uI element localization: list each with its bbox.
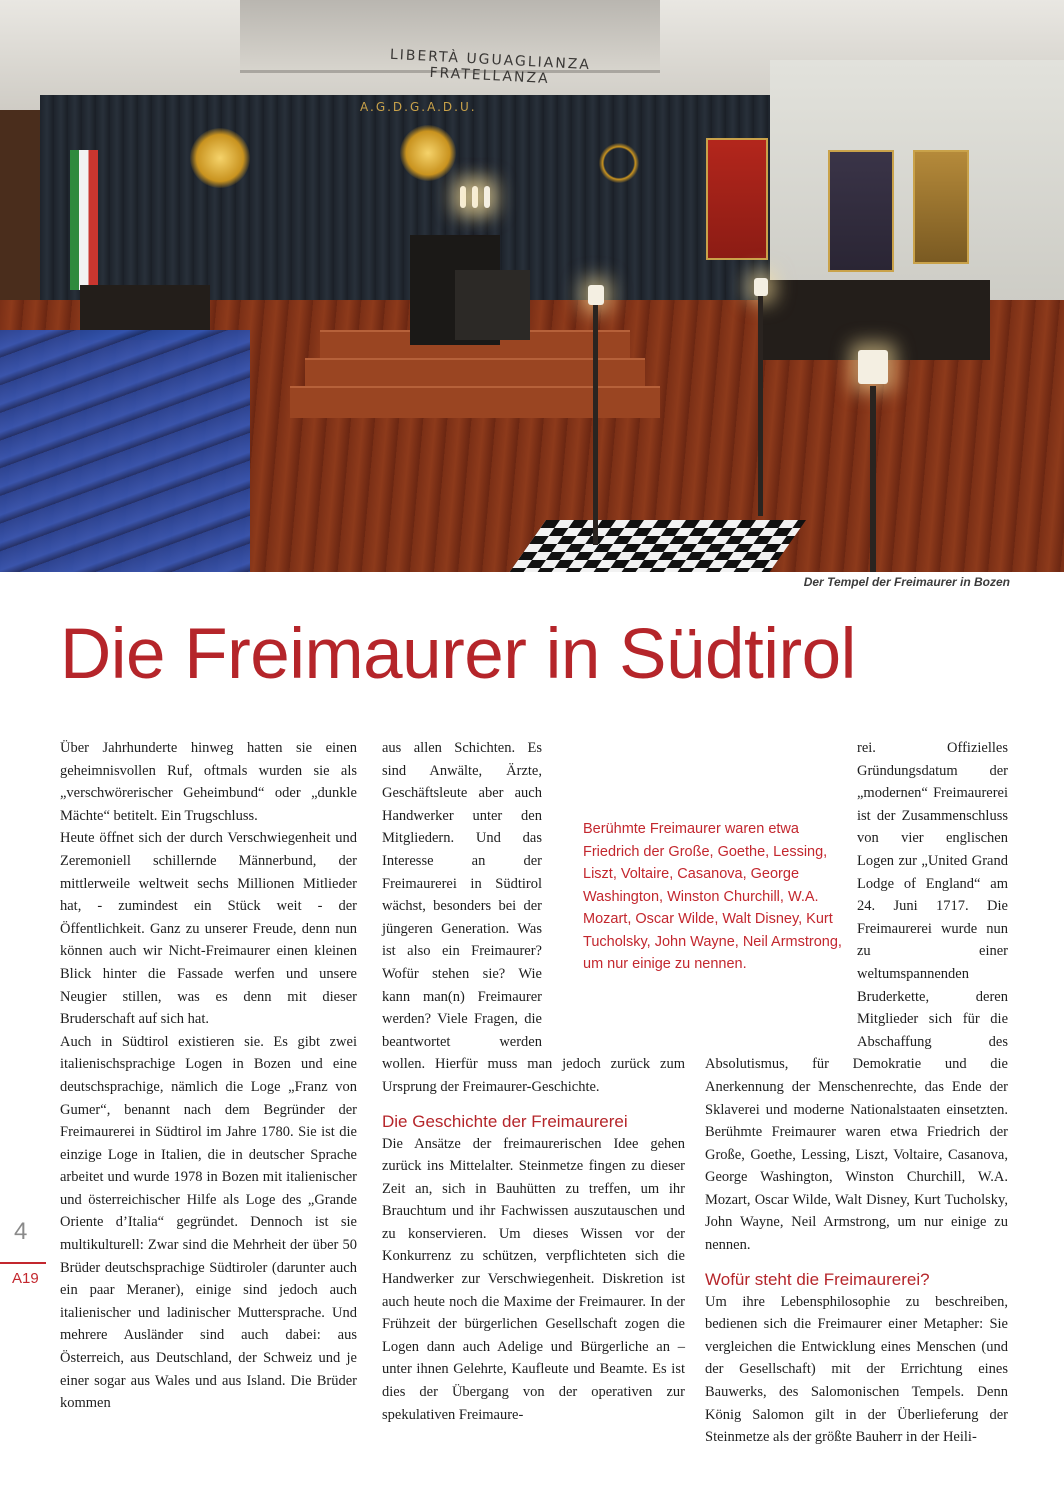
temple-photo (0, 0, 1064, 572)
candle-stand (870, 386, 876, 572)
motto-inscription: LIBERTÀ UGUAGLIANZA FRATELLANZA (389, 46, 592, 88)
pull-quote: Berühmte Freimaurer waren etwa Friedrich der Große, Goethe, Lessing, Liszt, Voltaire, Casanova, George Washington, Winston Churchill, W.A. Mozart, Oscar Wilde, Walt Disney, Kurt Tucholsky, John Wayne, Neil Armstrong, um nur einige zu nennen. (583, 821, 842, 972)
paragraph: Über Jahrhunderte hinweg hatten sie einen geheimnisvollen Ruf, oftmals wurden sie als „verschwörerischer Geheimbund“ oder „dunkle Mächte“ betitelt. Ein Trugschluss. (60, 740, 357, 824)
checkered-floor (504, 520, 806, 572)
wall-inscription: A.G.D.G.A.D.U. (360, 100, 477, 114)
lodge-banner (828, 150, 894, 272)
section-heading-meaning: Wofür steht die Freimaurerei? (705, 1269, 930, 1289)
paragraph: Heute öffnet sich der durch Verschwiegenheit und Zeremoniell schillernde Männerbund, der mittlerweile weltweit sechs Millionen Mitlieder hat, - zumindest ein Stück weit - der Öffentlichkeit. Ganz zu unserer Freude, denn nun können auch wir Nicht-Freimaurer einen kleinen Blick hinter die Fassade werfen und unsere Neugier stillen, was es denn mit dieser Bruderschaft auf sich hat. (60, 830, 357, 1028)
lodge-banner (913, 150, 969, 264)
moon-emblem (596, 140, 642, 186)
candle (588, 285, 604, 305)
candle (484, 186, 490, 208)
paragraph-text: aus allen Schichten. Es sind Anwälte, Ärzte, Geschäftsleute aber auch Handwerker unter den Mitgliedern. Und das Interesse an der Freimaurerei in Südtirol wächst, besonders bei der jüngeren Generation. Was ist also ein Freimaurer? Wofür stehen sie? Wie kann man(n) Freimaurer werden? Viele Fragen, die beantwortet werden wollen. Hierfür muss man jedoch zurück zum Ursprung der Freimaurer-Geschichte. (382, 740, 685, 1095)
candle (754, 278, 768, 296)
folio-divider (0, 1262, 46, 1264)
magazine-mark: A19 (12, 1270, 39, 1287)
section-heading-history: Die Geschichte der Freimaurerei (382, 1111, 628, 1131)
paragraph: Die Ansätze der freimaurerischen Idee gehen zurück ins Mittelalter. Steinmetze fingen zu dieser Zeit an, sich in Bauhütten zu treffen, um ihr Brauchtum und ihr Fachwissen auszutauschen und zu konservieren. Um dieses Wissen vor der Konkurrenz zu schützen, verpflichteten sich die Handwerker zur Verschwiegenheit. Diskretion ist auch heute noch die Maxime der Freimaurer. In der Frühzeit der bürgerlichen Gesellschaft zogen die Logen dann auch Adelige und Bürgerliche an – unter ihnen Gelehrte, Kaufleute und Beamte. Es ist dies der Übergang von der operativen zur spekulativen Freimaure- (382, 1135, 685, 1423)
altar (455, 270, 530, 340)
page-number: 4 (14, 1218, 28, 1245)
candle (460, 186, 466, 208)
candle (858, 350, 888, 384)
paragraph: Auch in Südtirol existieren sie. Es gibt zwei italienischsprachige Logen in Bozen und eine deutschsprachige, nämlich die Loge „Franz von Gumer“, benannt nach dem Begründer der Freimaurerei in Südtirol im Jahre 1780. Sie ist die einzige Loge in Italien, die in deutscher Sprache arbeitet und wurde 1978 in Bozen mit italienischer und österreichischer Hilfe als Loge des „Grande Oriente d’Italia“ gegründet. Dennoch ist sie multikulturell: Zwar sind die Mehrheit der über 50 Brüder deutschsprachige Südtiroler (darunter auch ein paar Meraner), einige sind jedoch auch italienischer und ladinischer Muttersprache. Und mehrere Ausländer sind auch dabei: aus Österreich, aus Deutschland, der Schweiz und je einer sogar aus Wales und aus Island. Die Brüder kommen (60, 1033, 357, 1412)
warden-desk (760, 280, 990, 360)
paragraph: Um ihre Lebensphilosophie zu beschreiben, bedienen sich die Freimaurer einer Metapher: Sie vergleichen die Entwicklung eines Menschen (und der Gesellschaft) mit der Errichtung eines Bauwerks, des Salomonischen Tempels. Denn König Salomon gilt in der Überlieferung der Steinmetze als der größte Bauherr in der Heili- (705, 1293, 1008, 1446)
italian-flag (70, 150, 98, 290)
delta-emblem (400, 125, 456, 181)
paragraph-text: rei. Offizielles Gründungsdatum der „modernen“ Freimaurerei ist der Zusammenschluss von vier englischen Logen zur „United Grand Lodge of England“ am 24. Juni 1717. Die Freimaurerei wurde nun zu einer weltumspannenden Bruderkette, deren Mitglieder sich für die Abschaffung des Absolutismus, für Demokratie und die Anerkennung der Menschenrechte, das Ende der Sklaverei und moderne Nationalstaaten einsetzten. Berühmte Freimaurer waren etwa Friedrich der Große, Goethe, Lessing, Liszt, Voltaire, Casanova, George Washington, Winston Churchill, W.A. Mozart, Oscar Wilde, Walt Disney, Kurt Tucholsky, John Wayne, Neil Armstrong, um nur einige zu nennen. (705, 740, 1008, 1254)
blue-chairs (0, 330, 250, 572)
candle (472, 186, 478, 208)
lodge-banner (706, 138, 768, 260)
photo-caption: Der Tempel der Freimaurer in Bozen (803, 575, 1010, 589)
column-1 (60, 737, 357, 1415)
sun-emblem (190, 128, 250, 188)
altar-steps (290, 386, 660, 418)
candle-stand (593, 305, 598, 545)
article-title: Die Freimaurer in Südtirol (60, 615, 856, 694)
candle-stand (758, 296, 763, 516)
paragraph-with-wrap (705, 737, 1008, 1257)
